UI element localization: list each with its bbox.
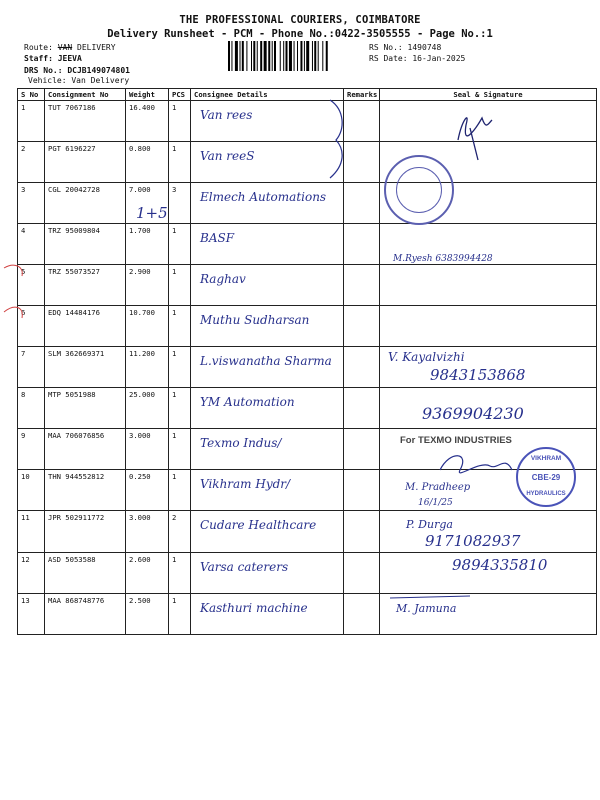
- cell-pcs: 1: [169, 306, 191, 347]
- table-row: [18, 142, 597, 183]
- cell-remarks: [344, 306, 380, 347]
- cell-consignee: [191, 265, 344, 306]
- cell-pcs: 1: [169, 429, 191, 470]
- cell-sno: 13: [18, 594, 45, 635]
- phone-row-12: 9894335810: [452, 556, 548, 574]
- col-consignee: Consignee Details: [191, 89, 344, 101]
- cell-consignment: TRZ 95009804: [45, 224, 126, 265]
- barcode-bar: [280, 41, 281, 71]
- barcode-bar: [294, 41, 295, 71]
- cell-consignment: PGT 6196227: [45, 142, 126, 183]
- cell-remarks: [344, 594, 380, 635]
- consignee-handwriting: Texmo Indus/: [200, 436, 282, 450]
- vehicle-line: Vehicle: Van Delivery: [28, 76, 130, 85]
- cell-consignment: JPR 502911772: [45, 511, 126, 553]
- company-seal-inner-ring: [396, 167, 442, 213]
- signature-row-5: M.Ryesh 6383994428: [393, 254, 493, 264]
- barcode-bar: [257, 41, 258, 71]
- cell-sno: 4: [18, 224, 45, 265]
- cell-remarks: [344, 265, 380, 306]
- col-weight: Weight: [126, 89, 169, 101]
- texmo-seal-text: For TEXMO INDUSTRIES: [400, 435, 512, 446]
- cell-seal: [380, 265, 597, 306]
- runsheet-table: [17, 88, 597, 635]
- barcode-bar: [312, 41, 313, 71]
- cell-consignee: [191, 470, 344, 511]
- barcode-bar: [274, 41, 276, 71]
- phone-row-7: 9843153868: [430, 366, 526, 384]
- cell-weight: 2.900: [126, 265, 169, 306]
- rs-no-line: RS No.: 1490748: [369, 43, 442, 52]
- cell-remarks: [344, 347, 380, 388]
- cell-consignee: [191, 553, 344, 594]
- barcode-bar: [306, 41, 309, 71]
- cell-seal: [380, 101, 597, 142]
- signature-row-7: V. Kayalvizhi: [388, 350, 465, 364]
- col-consignment: Consignment No: [45, 89, 126, 101]
- staff-value: JEEVA: [57, 54, 82, 63]
- barcode-bar: [272, 41, 273, 71]
- cell-weight: 11.200: [126, 347, 169, 388]
- company-seal-stamp: [384, 155, 454, 225]
- cell-pcs: 1: [169, 142, 191, 183]
- drs-value: DCJB149074801: [67, 66, 130, 75]
- cell-pcs: 1: [169, 594, 191, 635]
- vikhram-hydraulics-stamp: [516, 447, 576, 507]
- staff-line: Staff: JEEVA: [24, 54, 82, 63]
- cell-consignee: [191, 347, 344, 388]
- signature-row-10: M. Pradheep: [405, 482, 471, 493]
- table-row: [18, 306, 597, 347]
- cell-weight: 16.400: [126, 101, 169, 142]
- table-row: [18, 224, 597, 265]
- cell-weight: 25.000: [126, 388, 169, 429]
- barcode-bar: [251, 41, 252, 71]
- consignee-handwriting: Van rees: [200, 108, 253, 122]
- table-row: [18, 470, 597, 511]
- cell-pcs: 1: [169, 224, 191, 265]
- cell-remarks: [344, 429, 380, 470]
- consignee-handwriting: Vikhram Hydr/: [200, 477, 291, 491]
- consignee-handwriting: Raghav: [200, 272, 246, 286]
- cell-consignment: MAA 706076856: [45, 429, 126, 470]
- cell-sno: 2: [18, 142, 45, 183]
- route-value: DELIVERY: [77, 43, 116, 52]
- rs-no-value: 1490748: [407, 43, 442, 52]
- table-row: [18, 183, 597, 224]
- cell-sno: 12: [18, 553, 45, 594]
- cell-remarks: [344, 101, 380, 142]
- cell-sno: 6: [18, 306, 45, 347]
- drs-barcode: [228, 41, 364, 71]
- col-pcs: PCS: [169, 89, 191, 101]
- cell-sno: 3: [18, 183, 45, 224]
- barcode-bar: [286, 41, 288, 71]
- consignee-handwriting: L.viswanatha Sharma: [200, 354, 332, 368]
- drs-line: DRS No.: DCJB149074801: [24, 66, 130, 75]
- cell-pcs: 3: [169, 183, 191, 224]
- cell-consignee: [191, 101, 344, 142]
- consignee-handwriting: Muthu Sudharsan: [200, 313, 310, 327]
- cell-consignee: [191, 142, 344, 183]
- cell-pcs: 1: [169, 101, 191, 142]
- stamp-top-text: VIKHRAM: [530, 455, 562, 462]
- vehicle-value: Van Delivery: [71, 76, 130, 85]
- cell-consignment: SLM 362669371: [45, 347, 126, 388]
- phone-row-11: 9171082937: [425, 532, 521, 550]
- cell-weight: 2.500: [126, 594, 169, 635]
- cell-pcs: 1: [169, 388, 191, 429]
- consignee-handwriting: Elmech Automations: [200, 190, 327, 204]
- consignee-handwriting: BASF: [200, 231, 235, 245]
- cell-remarks: [344, 183, 380, 224]
- barcode-bar: [240, 41, 241, 71]
- consignee-handwriting: Kasthuri machine: [200, 601, 308, 615]
- cell-sno: 9: [18, 429, 45, 470]
- barcode-bar: [268, 41, 270, 71]
- col-remarks: Remarks: [344, 89, 380, 101]
- barcode-bar: [322, 41, 323, 71]
- pcs-note: 1+5: [136, 204, 168, 222]
- table-row: [18, 594, 597, 635]
- barcode-bar: [297, 41, 298, 71]
- cell-weight: 2.600: [126, 553, 169, 594]
- rs-date-line: RS Date: 16-Jan-2025: [369, 54, 466, 63]
- cell-remarks: [344, 553, 380, 594]
- col-seal: Seal & Signature: [380, 89, 597, 101]
- barcode-bar: [314, 41, 316, 71]
- cell-consignment: TRZ 55073527: [45, 265, 126, 306]
- cell-weight: 3.000: [126, 429, 169, 470]
- cell-consignment: MAA 868748776: [45, 594, 126, 635]
- cell-pcs: 1: [169, 470, 191, 511]
- cell-pcs: 2: [169, 511, 191, 553]
- cell-sno: 1: [18, 101, 45, 142]
- cell-consignee: [191, 388, 344, 429]
- route-struck-value: VAN: [57, 43, 73, 52]
- barcode-bar: [228, 41, 230, 71]
- table-row: [18, 265, 597, 306]
- cell-consignment: EDQ 14484176: [45, 306, 126, 347]
- cell-consignment: ASD 5053588: [45, 553, 126, 594]
- phone-row-8: 9369904230: [422, 404, 524, 423]
- barcode-bar: [260, 41, 262, 71]
- route-line: Route: VAN DELIVERY: [24, 43, 116, 52]
- consignee-handwriting: Van reeS: [200, 149, 255, 163]
- table-header-row: [18, 89, 597, 101]
- barcode-bar: [318, 41, 319, 71]
- cell-consignee: [191, 306, 344, 347]
- cell-remarks: [344, 470, 380, 511]
- cell-consignment: MTP 5051988: [45, 388, 126, 429]
- company-title: THE PROFESSIONAL COURIERS, COIMBATORE: [179, 14, 421, 26]
- cell-sno: 8: [18, 388, 45, 429]
- barcode-bar: [264, 41, 267, 71]
- barcode-bar: [235, 41, 238, 71]
- cell-remarks: [344, 142, 380, 183]
- consignee-handwriting: Cudare Healthcare: [200, 518, 317, 532]
- cell-weight: 7.000: [126, 183, 169, 224]
- cell-seal: [380, 306, 597, 347]
- col-sno: S No: [18, 89, 45, 101]
- cell-consignee: [191, 594, 344, 635]
- cell-consignment: TUT 7067186: [45, 101, 126, 142]
- consignee-handwriting: Varsa caterers: [200, 560, 289, 574]
- barcode-bar: [304, 41, 305, 71]
- cell-weight: 1.700: [126, 224, 169, 265]
- cell-sno: 7: [18, 347, 45, 388]
- cell-weight: 10.700: [126, 306, 169, 347]
- cell-remarks: [344, 224, 380, 265]
- barcode-bar: [242, 41, 244, 71]
- cell-sno: 5: [18, 265, 45, 306]
- barcode-bar: [289, 41, 292, 71]
- signature-row-11: P. Durga: [406, 518, 453, 531]
- barcode-bar: [253, 41, 255, 71]
- cell-consignee: [191, 224, 344, 265]
- consignee-handwriting: YM Automation: [200, 395, 295, 409]
- cell-weight: 0.800: [126, 142, 169, 183]
- cell-pcs: 1: [169, 347, 191, 388]
- rs-date-value: 16-Jan-2025: [412, 54, 466, 63]
- cell-sno: 10: [18, 470, 45, 511]
- cell-weight: 3.000: [126, 511, 169, 553]
- cell-sno: 11: [18, 511, 45, 553]
- barcode-bar: [326, 41, 328, 71]
- cell-consignee: [191, 429, 344, 470]
- cell-consignee: [191, 511, 344, 553]
- stamp-bottom-text: HYDRAULICS: [526, 491, 566, 497]
- runsheet-subtitle: Delivery Runsheet - PCM - Phone No.:0422-3505555 - Page No.:1: [107, 28, 493, 40]
- barcode-bar: [283, 41, 284, 71]
- cell-pcs: 1: [169, 265, 191, 306]
- cell-consignment: THN 944552812: [45, 470, 126, 511]
- cell-remarks: [344, 511, 380, 553]
- cell-weight: 0.250: [126, 470, 169, 511]
- signature-row-13: M. Jamuna: [396, 602, 457, 615]
- cell-consignee: [191, 183, 344, 224]
- barcode-bar: [246, 41, 247, 71]
- date-row-10: 16/1/25: [418, 498, 453, 508]
- table-row: [18, 101, 597, 142]
- cell-consignment: CGL 20042728: [45, 183, 126, 224]
- barcode-bar: [300, 41, 302, 71]
- cell-remarks: [344, 388, 380, 429]
- cell-pcs: 1: [169, 553, 191, 594]
- barcode-bar: [231, 41, 232, 71]
- stamp-middle-text: CBE-29: [531, 473, 561, 482]
